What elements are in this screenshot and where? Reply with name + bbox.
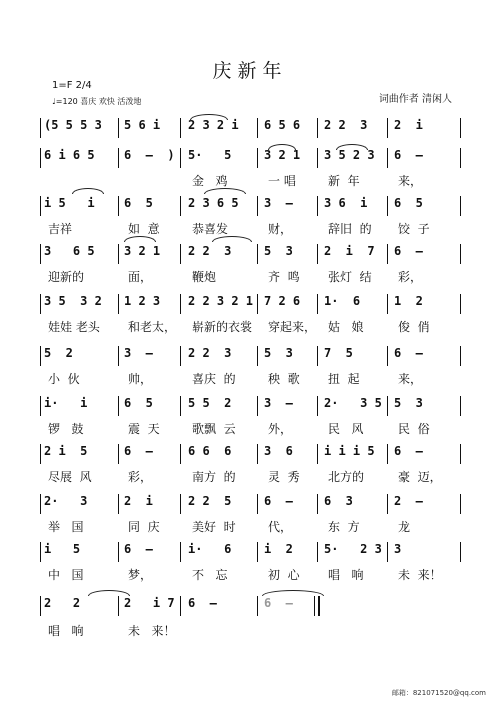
measure-notes: 6 – [188,596,217,610]
measure-notes: 6 – [394,148,423,162]
lyric-text: 灵 秀 [268,470,300,484]
barline [317,244,318,264]
barline [180,396,181,416]
barline [257,196,258,216]
lyric-text: 唱 响 [48,624,84,638]
measure-notes: 2 2 3 [188,244,232,258]
barline [180,118,181,138]
barline [40,444,41,464]
measure-notes: i 5 i [44,196,95,210]
note-line [0,148,500,168]
lyric-text: 未 来！ [398,568,442,582]
barline [257,346,258,366]
barline [40,196,41,216]
lyric-text: 锣 鼓 [48,422,84,436]
note-line [0,396,500,416]
measure-notes: 2 i 5 [44,444,88,458]
lyric-text: 金 鸡 [192,174,228,188]
measure-notes: 2 2 [44,596,81,610]
measure-notes: i 5 [44,542,81,556]
lyric-text: 崭新的衣裳 [192,320,253,334]
lyric-line [0,518,500,536]
lyric-text: 唱 响 [328,568,364,582]
barline [317,396,318,416]
barline [40,346,41,366]
measure-notes: 6 5 [124,396,153,410]
author-credit: 词曲作者 清闲人 [378,94,452,105]
barline [317,346,318,366]
lyric-text: 举 国 [48,520,84,534]
barline [257,294,258,314]
measure-notes: 2 3 6 5 [188,196,239,210]
measure-notes: 6 5 [124,196,153,210]
measure-notes: 5 5 2 [188,396,232,410]
measure-notes: 1 2 3 [124,294,161,308]
barline [40,244,41,264]
lyric-text: 民 俗 [398,422,430,436]
measure-notes: 6 5 [394,196,423,210]
lyric-text: 初 心 [268,568,300,582]
lyric-line [0,318,500,336]
measure-notes: 3 5 3 2 [44,294,102,308]
barline [460,118,461,138]
measure-notes: 2 2 3 [324,118,368,132]
note-line [0,294,500,314]
barline [118,542,119,562]
barline [387,196,388,216]
measure-notes: (5 5 5 3 [44,118,102,132]
measure-notes: 6 – ) [124,148,175,162]
lyric-line [0,622,500,640]
lyric-text: 北方的 [328,470,365,484]
lyric-text: 扭 起 [328,372,360,386]
measure-notes: 5 3 [264,346,293,360]
key-signature: 1=F 2/4 [52,80,92,91]
measure-notes: 6 – [394,346,423,360]
measure-notes: 6 i 6 5 [44,148,95,162]
lyric-text: 民 风 [328,422,364,436]
barline [180,542,181,562]
barline [460,346,461,366]
lyric-text: 娃娃 老头 [48,320,100,334]
song-title: 庆新年 [212,60,288,82]
note-line [0,196,500,216]
measure-notes: 3 6 [264,444,293,458]
measure-notes: 6 – [124,444,153,458]
measure-notes: 2 2 3 [188,346,232,360]
lyric-line [0,468,500,486]
lyric-line [0,420,500,438]
barline [118,244,119,264]
slur-arc [262,590,324,596]
measure-notes: 2 3 2 i [188,118,239,132]
lyric-text: 来， [398,372,423,386]
lyric-text: 震 天 [128,422,160,436]
lyric-text: 豪 迈， [398,470,442,484]
lyric-line [0,172,500,190]
lyric-text: 东 方 [328,520,360,534]
lyric-text: 恭喜发 [192,222,229,236]
measure-notes: 2 – [394,494,423,508]
lyric-text: 梦， [128,568,153,582]
barline [40,148,41,168]
barline [118,118,119,138]
barline [317,494,318,514]
measure-notes: 2 i [124,494,153,508]
slur-arc [268,144,296,150]
barline [317,196,318,216]
barline [257,244,258,264]
barline [387,346,388,366]
barline [180,494,181,514]
measure-notes: 6 6 6 [188,444,232,458]
measure-notes: 2· 3 [44,494,88,508]
barline [387,244,388,264]
barline [257,444,258,464]
lyric-text: 俊 俏 [398,320,430,334]
measure-notes: 7 5 [324,346,353,360]
lyric-text: 饺 子 [398,222,430,236]
measure-notes: 6 3 [324,494,353,508]
lyric-text: 姑 娘 [328,320,364,334]
measure-notes: 6 – [264,494,293,508]
barline [118,196,119,216]
measure-notes: 5 6 i [124,118,161,132]
barline [180,196,181,216]
measure-notes: 6 – [124,542,153,556]
measure-notes: 6 5 6 [264,118,301,132]
barline [40,494,41,514]
lyric-text: 新 年 [328,174,360,188]
barline [387,396,388,416]
lyric-text: 不 忘 [192,568,228,582]
lyric-text: 中 国 [48,568,84,582]
lyric-text: 尽展 风 [48,470,92,484]
barline [257,148,258,168]
measure-notes: i· i [44,396,88,410]
barline [180,244,181,264]
measure-notes: 5 3 [394,396,423,410]
measure-notes: 6 – [394,244,423,258]
measure-notes: 2 2 3 2 1 [188,294,254,308]
lyric-text: 迎新的 [48,270,85,284]
lyric-text: 帅， [128,372,153,386]
measure-notes: 5· 5 [188,148,232,162]
barline [118,444,119,464]
barline [317,542,318,562]
measure-notes: 2· 3 5 [324,396,382,410]
barline [460,444,461,464]
measure-notes: 3 – [264,396,293,410]
barline [460,494,461,514]
note-line [0,346,500,366]
barline [257,494,258,514]
measure-notes: 1 2 [394,294,423,308]
barline [460,196,461,216]
measure-notes: 2 i [394,118,423,132]
barline [317,444,318,464]
barline [387,148,388,168]
measure-notes: 2 i 7 [124,596,175,610]
lyric-text: 小 伙 [48,372,80,386]
lyric-text: 一 唱 [268,174,296,188]
lyric-text: 龙 [398,520,411,534]
barline [40,596,41,616]
barline [460,396,461,416]
barline [387,118,388,138]
measure-notes: 6 – [394,444,423,458]
contact-email: 邮箱：821071520@qq.com [391,689,486,697]
barline [40,294,41,314]
measure-notes: 5 2 [44,346,73,360]
note-line [0,118,500,138]
lyric-text: 秧 歌 [268,372,300,386]
lyric-text: 外， [268,422,293,436]
measure-notes: 6 – [264,596,293,610]
barline [387,444,388,464]
lyric-text: 美好 时 [192,520,236,534]
lyric-text: 辞旧 的 [328,222,372,236]
measure-notes: 2 2 5 [188,494,232,508]
barline [118,148,119,168]
barline [317,118,318,138]
lyric-text: 齐 鸣 [268,270,300,284]
measure-notes: i i i 5 [324,444,375,458]
barline [118,494,119,514]
slur-arc [336,144,368,150]
tempo-marking: ♩=120 喜庆 欢快 活泼地 [52,97,142,106]
barline [118,294,119,314]
lyric-text: 彩， [398,270,423,284]
barline [387,542,388,562]
lyric-line [0,566,500,584]
barline [180,596,181,616]
barline [180,444,181,464]
measure-notes: 7 2 6 [264,294,301,308]
barline [460,244,461,264]
barline [460,148,461,168]
note-line [0,244,500,264]
barline [180,346,181,366]
lyric-text: 未 来！ [128,624,176,638]
measure-notes: 3 6 5 [44,244,95,258]
slur-arc [72,188,104,194]
note-line [0,444,500,464]
barline [180,148,181,168]
barline [318,596,320,616]
barline [40,118,41,138]
lyric-text: 和老太， [128,320,177,334]
barline [118,396,119,416]
lyric-text: 鞭炮 [192,270,217,284]
lyric-text: 如 意 [128,222,160,236]
lyric-text: 南方 的 [192,470,236,484]
barline [257,396,258,416]
measure-notes: 1· 6 [324,294,361,308]
barline [257,118,258,138]
measure-notes: i· 6 [188,542,232,556]
slur-arc [88,590,130,596]
measure-notes: 3 2 1 [264,148,301,162]
barline [387,294,388,314]
measure-notes: 3 [394,542,402,556]
lyric-text: 来， [398,174,423,188]
barline [257,542,258,562]
note-line [0,542,500,562]
lyric-text: 张灯 结 [328,270,372,284]
lyric-text: 面， [128,270,153,284]
measure-notes: i 2 [264,542,293,556]
lyric-text: 喜庆 的 [192,372,236,386]
barline [460,294,461,314]
barline [40,542,41,562]
barline [257,596,258,616]
barline [118,596,119,616]
lyric-text: 歌飘 云 [192,422,236,436]
final-barline-thin [314,596,315,616]
lyric-line [0,370,500,388]
slur-arc [212,236,252,242]
measure-notes: 3 5 2 3 [324,148,375,162]
measure-notes: 2 i 7 [324,244,375,258]
lyric-text: 彩， [128,470,153,484]
lyric-text: 穿起来， [268,320,317,334]
measure-notes: 3 2 1 [124,244,161,258]
barline [317,294,318,314]
measure-notes: 5· 2 3 [324,542,382,556]
lyric-text: 吉祥 [48,222,73,236]
lyric-line [0,268,500,286]
barline [460,542,461,562]
measure-notes: 3 6 i [324,196,368,210]
lyric-text: 代， [268,520,293,534]
barline [180,294,181,314]
measure-notes: 3 – [264,196,293,210]
measure-notes: 3 – [124,346,153,360]
barline [387,494,388,514]
note-line [0,596,500,616]
lyric-line [0,220,500,238]
slur-arc [204,188,246,194]
slur-arc [190,114,228,120]
slur-arc [124,236,156,242]
measure-notes: 5 3 [264,244,293,258]
barline [40,396,41,416]
note-line [0,494,500,514]
barline [317,148,318,168]
lyric-text: 同 庆 [128,520,160,534]
barline [118,346,119,366]
lyric-text: 财， [268,222,293,236]
